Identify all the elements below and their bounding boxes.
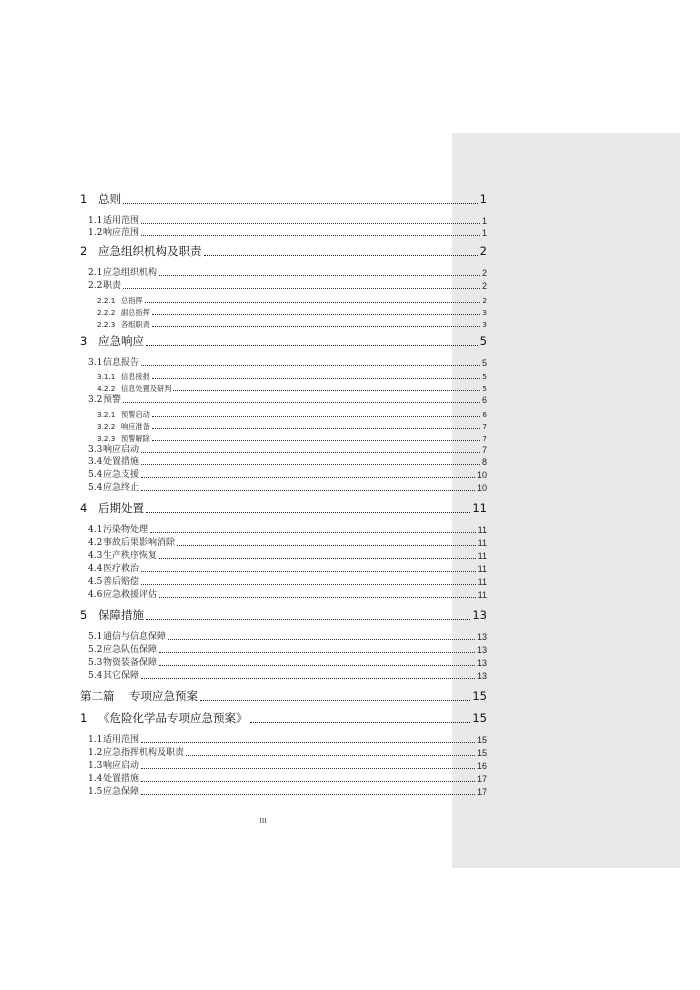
toc-dot-leader	[141, 794, 475, 795]
toc-entry[interactable]	[80, 246, 487, 258]
toc-entry-title: 应急响应	[98, 334, 144, 348]
toc-entry[interactable]	[80, 194, 487, 206]
toc-entry-number: 3.2.2	[97, 422, 116, 431]
toc-entry-title: 专项应急预案	[129, 689, 198, 703]
toc-entry-number: 1.1	[88, 735, 103, 745]
toc-entry-number: 2	[80, 244, 88, 258]
toc-entry-number: 5.4	[88, 483, 103, 493]
toc-entry[interactable]	[80, 691, 487, 703]
toc-entry-number: 1.2	[88, 748, 103, 758]
toc-entry-page: 6	[481, 395, 487, 405]
toc-entry-number: 5.4	[88, 470, 103, 480]
toc-entry-number: 4.2.2	[97, 384, 116, 393]
toc-dot-leader	[159, 597, 476, 598]
toc-entry-page: 3	[482, 308, 487, 317]
toc-entry-page: 15	[476, 735, 487, 745]
toc-entry-title: 《危险化学品专项应急预案》	[98, 711, 248, 725]
toc-entry-number: 5	[80, 608, 88, 622]
toc-entry-title: 响应启动	[103, 761, 140, 771]
toc-dot-leader	[159, 665, 475, 666]
toc-entry-page: 11	[477, 577, 487, 587]
toc-entry-page: 11	[477, 551, 487, 561]
toc-entry-number: 2.2.2	[97, 308, 116, 317]
toc-entry-page: 16	[476, 761, 487, 771]
toc-entry[interactable]	[80, 713, 487, 725]
toc-entry[interactable]	[88, 565, 487, 574]
toc-entry-page: 11	[477, 590, 487, 600]
toc-dot-leader	[145, 302, 481, 303]
toc-entry-page: 13	[476, 645, 487, 655]
toc-entry-page: 5	[482, 372, 487, 381]
toc-dot-leader	[141, 768, 475, 769]
toc-entry-title: 生产秩序恢复	[103, 551, 158, 561]
toc-dot-leader	[186, 755, 475, 756]
toc-dot-leader	[141, 678, 475, 679]
toc-dot-leader	[141, 464, 480, 465]
toc-entry-page: 11	[477, 525, 487, 535]
toc-entry-number: 4.4	[88, 564, 103, 574]
toc-entry-title: 响应准备	[121, 422, 150, 431]
toc-dot-leader	[141, 452, 480, 453]
toc-entry[interactable]	[88, 788, 487, 797]
toc-entry[interactable]	[97, 435, 487, 442]
toc-entry-title: 预警解除	[121, 434, 150, 443]
toc-entry-page: 15	[472, 711, 487, 725]
toc-entry[interactable]	[88, 539, 487, 548]
toc-dot-leader	[152, 378, 481, 379]
toc-entry-number: 2.1	[88, 268, 103, 278]
toc-entry-page: 1	[479, 192, 487, 206]
toc-entry-page: 15	[476, 748, 487, 758]
toc-entry-page: 2	[481, 268, 487, 278]
toc-entry-number: 2.2.1	[97, 296, 116, 305]
toc-entry-title: 预警	[103, 395, 122, 405]
toc-entry-title: 善后赔偿	[103, 577, 140, 587]
toc-entry-number: 5.2	[88, 645, 103, 655]
toc-entry-number: 1	[80, 192, 88, 206]
toc-dot-leader	[123, 402, 480, 403]
toc-dot-leader	[200, 700, 470, 701]
toc-entry-number: 3.1.1	[97, 372, 116, 381]
toc-entry-title: 应急保障	[103, 787, 140, 797]
toc-entry-number: 5.1	[88, 632, 103, 642]
toc-dot-leader	[177, 545, 476, 546]
toc-entry-number: 4.1	[88, 525, 103, 535]
toc-entry-number: 2.2	[88, 281, 103, 291]
toc-entry-number: 1.5	[88, 787, 103, 797]
toc-entry-title: 其它保障	[103, 671, 140, 681]
toc-entry-page: 6	[482, 410, 487, 419]
toc-entry-number: 3	[80, 334, 88, 348]
toc-entry-title: 医疗救治	[103, 564, 140, 574]
toc-dot-leader	[173, 390, 480, 391]
toc-entry-page: 8	[481, 457, 487, 467]
toc-entry-page: 5	[482, 384, 487, 393]
toc-entry-title: 应急组织机构	[103, 268, 158, 278]
toc-entry-title: 通信与信息保障	[103, 632, 167, 642]
toc-entry-page: 7	[482, 434, 487, 443]
toc-dot-leader	[250, 722, 471, 723]
toc-entry-title: 适用范围	[103, 735, 140, 745]
toc-dot-leader	[146, 345, 478, 346]
toc-entry-number: 4.6	[88, 590, 103, 600]
toc-entry[interactable]	[97, 321, 487, 328]
toc-entry-number: 3.2.3	[97, 434, 116, 443]
toc-entry-title: 副总指挥	[121, 308, 150, 317]
toc-dot-leader	[141, 223, 480, 224]
toc-dot-leader	[152, 314, 481, 315]
toc-entry-title: 适用范围	[103, 216, 140, 226]
toc-entry-page: 13	[476, 632, 487, 642]
toc-dot-leader	[152, 428, 481, 429]
toc-entry-title: 后期处置	[98, 501, 144, 515]
footer-page-number: III	[259, 817, 267, 825]
toc-entry[interactable]	[88, 736, 487, 745]
toc-entry-page: 10	[476, 470, 487, 480]
toc-entry-number: 1.1	[88, 216, 103, 226]
toc-entry[interactable]	[80, 610, 487, 622]
toc-dot-leader	[159, 275, 480, 276]
toc-entry[interactable]	[88, 578, 487, 587]
toc-entry[interactable]	[97, 385, 487, 392]
toc-entry-number: 5.4	[88, 671, 103, 681]
toc-dot-leader	[152, 440, 481, 441]
toc-entry-page: 10	[476, 483, 487, 493]
toc-dot-leader	[141, 781, 475, 782]
toc-dot-leader	[159, 558, 476, 559]
toc-dot-leader	[150, 532, 476, 533]
toc-entry-number: 3.4	[88, 457, 103, 467]
toc-dot-leader	[141, 235, 480, 236]
toc-entry[interactable]	[97, 423, 487, 430]
toc-entry-page: 1	[481, 228, 487, 238]
toc-entry-number: 第二篇	[80, 689, 115, 703]
toc-entry[interactable]	[88, 396, 487, 405]
toc-entry-title: 各组职责	[121, 320, 150, 329]
toc-entry[interactable]	[88, 269, 487, 278]
toc-entry-title: 应急支援	[103, 470, 140, 480]
toc-entry-title: 总指挥	[121, 296, 143, 305]
toc-entry[interactable]	[88, 282, 487, 291]
toc-dot-leader	[159, 652, 475, 653]
toc-entry-title: 污染物处理	[103, 525, 149, 535]
toc-entry-number: 1	[80, 711, 88, 725]
toc-entry[interactable]	[88, 591, 487, 600]
toc-dot-leader	[141, 490, 475, 491]
toc-entry-number: 1.4	[88, 774, 103, 784]
toc-entry-title: 事故后果影响消除	[103, 538, 176, 548]
toc-entry-title: 响应启动	[103, 445, 140, 455]
toc-dot-leader	[152, 326, 481, 327]
toc-entry-number: 5.3	[88, 658, 103, 668]
toc-entry[interactable]	[97, 297, 487, 304]
toc-entry[interactable]	[88, 217, 487, 226]
toc-entry[interactable]	[88, 749, 487, 758]
toc-dot-leader	[146, 619, 470, 620]
toc-entry-title: 物资装备保障	[103, 658, 158, 668]
toc-entry-page: 3	[482, 320, 487, 329]
toc-entry-number: 2.2.3	[97, 320, 116, 329]
toc-entry[interactable]	[88, 775, 487, 784]
toc-dot-leader	[141, 477, 475, 478]
toc-entry-number: 3.2.1	[97, 410, 116, 419]
toc-entry[interactable]	[97, 411, 487, 418]
toc-entry-title: 应急救援评估	[103, 590, 158, 600]
toc-entry-number: 1.3	[88, 761, 103, 771]
toc-entry-title: 职责	[103, 281, 122, 291]
toc-entry[interactable]	[88, 458, 487, 467]
toc-dot-leader	[168, 639, 475, 640]
toc-entry[interactable]	[88, 646, 487, 655]
toc-entry-page: 17	[476, 774, 487, 784]
toc-entry-number: 4.3	[88, 551, 103, 561]
toc-entry-page: 1	[481, 216, 487, 226]
toc-entry-title: 应急队伍保障	[103, 645, 158, 655]
toc-entry[interactable]	[88, 633, 487, 642]
toc-entry-title: 应急组织机构及职责	[98, 244, 202, 258]
toc-entry[interactable]	[97, 309, 487, 316]
toc-entry-number: 1.2	[88, 228, 103, 238]
toc-entry[interactable]	[97, 373, 487, 380]
toc-entry-title: 信息报告	[103, 358, 140, 368]
toc-entry-page: 13	[472, 608, 487, 622]
toc-entry-title: 应急指挥机构及职责	[103, 748, 185, 758]
toc-entry-number: 3.3	[88, 445, 103, 455]
toc-entry[interactable]	[88, 526, 487, 535]
toc-entry-title: 总则	[98, 192, 121, 206]
toc-entry-page: 17	[476, 787, 487, 797]
toc-entry-title: 处置措施	[103, 774, 140, 784]
toc-entry[interactable]	[88, 552, 487, 561]
toc-entry-page: 5	[479, 334, 487, 348]
toc-entry-page: 2	[479, 244, 487, 258]
toc-entry-page: 11	[477, 564, 487, 574]
toc-dot-leader	[141, 584, 476, 585]
toc-entry-number: 4.5	[88, 577, 103, 587]
toc-entry-page: 5	[481, 358, 487, 368]
toc-entry-title: 保障措施	[98, 608, 144, 622]
toc-entry-page: 15	[472, 689, 487, 703]
toc-entry[interactable]	[88, 359, 487, 368]
toc-dot-leader	[146, 512, 470, 513]
toc-dot-leader	[123, 288, 480, 289]
toc-entry[interactable]	[88, 659, 487, 668]
toc-entry-page: 2	[481, 281, 487, 291]
toc-dot-leader	[204, 255, 478, 256]
toc-entry-page: 13	[476, 671, 487, 681]
toc-entry-page: 2	[482, 296, 487, 305]
toc-entry-title: 响应范围	[103, 228, 140, 238]
toc-entry-title: 应急终止	[103, 483, 140, 493]
toc-entry-number: 3.2	[88, 395, 103, 405]
toc-entry-page: 13	[476, 658, 487, 668]
toc-entry[interactable]	[88, 446, 487, 455]
toc-entry[interactable]	[88, 229, 487, 238]
toc-dot-leader	[141, 365, 480, 366]
toc-entry-number: 4	[80, 501, 88, 515]
toc-entry[interactable]	[80, 503, 487, 515]
toc-entry-title: 预警启动	[121, 410, 150, 419]
toc-entry-page: 11	[477, 538, 487, 548]
toc-entry[interactable]	[88, 484, 487, 493]
toc-dot-leader	[123, 203, 478, 204]
toc-entry-title: 信息处置及研判	[121, 384, 172, 393]
toc-entry[interactable]	[88, 672, 487, 681]
toc-dot-leader	[152, 416, 481, 417]
toc-dot-leader	[141, 742, 475, 743]
toc-entry-number: 4.2	[88, 538, 103, 548]
toc-entry-number: 3.1	[88, 358, 103, 368]
toc-entry-page: 7	[481, 445, 487, 455]
toc-entry[interactable]	[88, 762, 487, 771]
toc-entry-title: 处置措施	[103, 457, 140, 467]
toc-dot-leader	[141, 571, 476, 572]
toc-entry[interactable]	[88, 471, 487, 480]
toc-entry-page: 11	[472, 501, 487, 515]
toc-entry[interactable]	[80, 336, 487, 348]
toc-entry-title: 信息接报	[121, 372, 150, 381]
toc-entry-page: 7	[482, 422, 487, 431]
